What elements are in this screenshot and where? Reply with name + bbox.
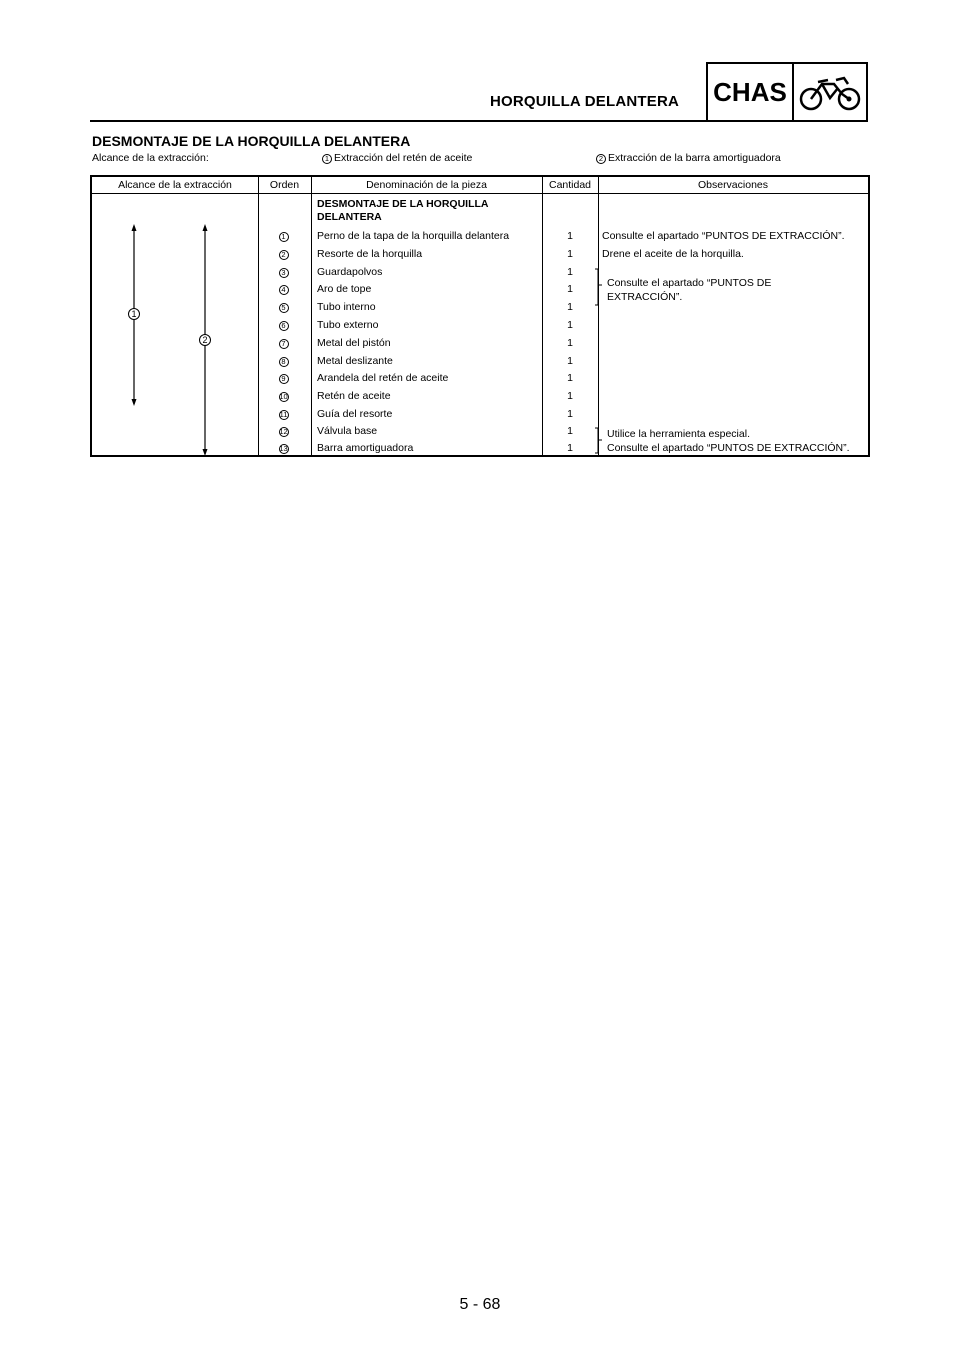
col-header-quantity: Cantidad [542, 177, 598, 194]
part-name: Arandela del retén de aceite [317, 372, 449, 384]
part-quantity: 1 [567, 283, 573, 295]
table-row [92, 387, 868, 405]
chas-badge-label: CHAS [708, 64, 794, 120]
observation-note-line: EXTRACCIÓN”. [607, 291, 683, 303]
part-name: Metal del pistón [317, 337, 391, 349]
group-title-line: DELANTERA [317, 211, 382, 223]
part-name: Aro de tope [317, 283, 372, 295]
part-name: Resorte de la horquilla [317, 248, 423, 260]
table-row [92, 227, 868, 245]
part-name: Metal deslizante [317, 355, 393, 367]
table-row [92, 352, 868, 370]
part-quantity: 1 [567, 248, 573, 260]
circled-number: 2 [596, 154, 606, 164]
part-name: Tubo interno [317, 301, 376, 313]
part-quantity: 1 [567, 372, 573, 384]
order-number: 4 [279, 285, 289, 295]
col-header-order: Orden [258, 177, 311, 194]
table-row [92, 316, 868, 334]
section-title: DESMONTAJE DE LA HORQUILLA DELANTERA [92, 133, 411, 149]
part-quantity: 1 [567, 319, 573, 331]
part-observation: Consulte el apartado “PUNTOS DE EXTRACCIÓN”. [602, 230, 845, 242]
group-title-line: DESMONTAJE DE LA HORQUILLA [317, 198, 489, 210]
parts-table [90, 175, 870, 457]
observation-note-group-b [607, 427, 850, 455]
part-name: Guía del resorte [317, 408, 393, 420]
part-quantity: 1 [567, 301, 573, 313]
col-header-scope: Alcance de la extracción [92, 177, 258, 194]
observation-bracket [592, 267, 606, 307]
part-quantity: 1 [567, 390, 573, 402]
part-quantity: 1 [567, 230, 573, 242]
scope-marker-2: 2 [199, 334, 211, 346]
observation-note-line: Consulte el apartado “PUNTOS DE [607, 277, 772, 289]
part-quantity: 1 [567, 425, 573, 437]
scope-item-text: Extracción del retén de aceite [334, 152, 473, 164]
page-number: 5 - 68 [459, 1296, 501, 1313]
scope-label: Alcance de la extracción: [92, 152, 209, 164]
table-row [92, 369, 868, 387]
part-quantity: 1 [567, 266, 573, 278]
order-number: 11 [279, 410, 288, 419]
circled-number: 1 [322, 154, 332, 164]
order-number: 13 [279, 444, 288, 453]
observation-note-line: Consulte el apartado “PUNTOS DE EXTRACCIÓN”. [607, 442, 850, 454]
part-quantity: 1 [567, 337, 573, 349]
order-number: 12 [279, 427, 288, 436]
part-name: Guardapolvos [317, 266, 383, 278]
order-number: 3 [279, 268, 289, 278]
scope-item-text: Extracción de la barra amortiguadora [608, 152, 781, 164]
col-header-part-name: Denominación de la pieza [311, 177, 542, 194]
order-number: 9 [279, 374, 289, 384]
section-header-title: HORQUILLA DELANTERA [490, 93, 680, 110]
part-name: Tubo externo [317, 319, 379, 331]
scope-item-2 [596, 152, 781, 164]
table-row-group-title [92, 196, 868, 228]
scope-item-1 [322, 152, 472, 164]
order-number: 5 [279, 303, 289, 313]
part-name: Barra amortiguadora [317, 442, 414, 454]
part-quantity: 1 [567, 355, 573, 367]
order-number: 1 [279, 232, 289, 242]
order-number: 6 [279, 321, 289, 331]
part-name: Perno de la tapa de la horquilla delantera [317, 230, 510, 242]
observation-bracket [592, 426, 606, 456]
scope-marker-1: 1 [128, 308, 140, 320]
table-row [92, 334, 868, 352]
header-rule [90, 120, 706, 122]
order-number: 8 [279, 357, 289, 367]
part-observation: Drene el aceite de la horquilla. [602, 248, 744, 260]
table-row [92, 405, 868, 423]
observation-note-group-a [607, 276, 771, 304]
motorcycle-icon [794, 64, 866, 120]
part-quantity: 1 [567, 408, 573, 420]
part-quantity: 1 [567, 442, 573, 454]
observation-note-line: Utilice la herramienta especial. [607, 428, 750, 440]
table-row [92, 245, 868, 263]
group-title [317, 198, 537, 228]
part-name: Retén de aceite [317, 390, 391, 402]
order-number: 2 [279, 250, 289, 260]
col-header-observations: Observaciones [598, 177, 868, 194]
order-number: 7 [279, 339, 289, 349]
part-name: Válvula base [317, 425, 378, 437]
chas-badge [706, 62, 868, 122]
order-number: 10 [279, 392, 288, 401]
